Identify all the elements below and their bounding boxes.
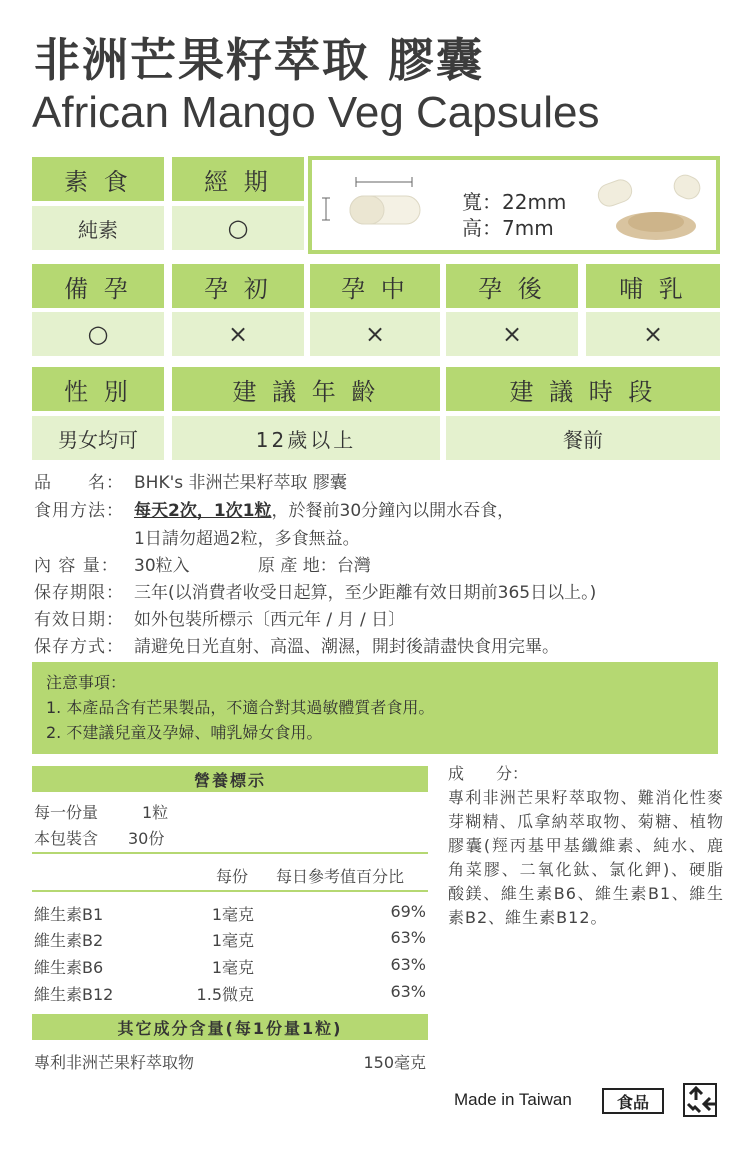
- nutrition-divider-top: [32, 852, 428, 854]
- info-storage-value: 請避免日光直射、高溫、潮濕，開封後請盡快食用完畢。: [134, 637, 559, 657]
- ingredients-block: [448, 762, 724, 930]
- nutrition-title: 營養標示: [32, 766, 428, 792]
- nutrition-row-amount: 1毫克: [211, 905, 254, 924]
- info-expiry-row: [34, 605, 405, 630]
- value-suggested-age: 12歲以上: [172, 416, 440, 460]
- header-mid-pregnancy: 孕 中: [310, 264, 440, 308]
- other-ingredient-amount: 150毫克: [363, 1053, 426, 1072]
- header-suggested-age: 建 議 年 齡: [172, 367, 440, 411]
- made-in-label: Made in Taiwan: [454, 1090, 572, 1109]
- info-content-label: 內 容 量：: [34, 556, 119, 576]
- info-usage-emphasis: 每天2次，1次1粒: [134, 501, 272, 521]
- nutrition-col-pct: 每日參考值百分比: [276, 867, 405, 886]
- nutrition-row-amount: 1.5微克: [196, 985, 254, 1004]
- recycle-icon: [682, 1082, 718, 1118]
- nutrition-pack-label: 本包裝含: [34, 829, 99, 848]
- header-breastfeeding: 哺 乳: [586, 264, 720, 308]
- value-early-pregnancy: ×: [172, 312, 304, 356]
- info-name-row: [34, 468, 347, 493]
- value-trying-to-conceive: ○: [32, 312, 164, 356]
- value-gender: 男女均可: [32, 416, 164, 460]
- nutrition-row-pct: 63%: [390, 955, 426, 974]
- nutrition-serving-label: 每一份量: [34, 803, 99, 822]
- capsule-powder-illustration: [594, 168, 714, 246]
- capsule-size-box: [308, 156, 720, 254]
- info-content-value: 30粒入: [134, 556, 190, 576]
- product-title-en: African Mango Veg Capsules: [32, 88, 600, 137]
- value-late-pregnancy: ×: [446, 312, 578, 356]
- info-expiry-value: 如外包裝所標示〔西元年 / 月 / 日〕: [134, 610, 406, 630]
- nutrition-row-pct: 69%: [390, 902, 426, 921]
- info-usage-line2: 1日請勿超過2粒，多食無益。: [134, 529, 360, 549]
- info-origin-label: 原 產 地：: [258, 556, 337, 576]
- capsule-width: 寬：22mm: [462, 190, 567, 214]
- nutrition-row-name: 維生素B2: [34, 931, 104, 950]
- food-badge: 食品: [602, 1088, 664, 1114]
- header-gender: 性 別: [32, 367, 164, 411]
- nutrition-divider-mid: [32, 890, 428, 892]
- other-ingredients-title: 其它成分含量(每1份量1粒): [32, 1014, 428, 1040]
- info-shelf-row: [34, 578, 596, 603]
- capsule-height: 高：7mm: [462, 216, 554, 240]
- value-vegetarian: 純素: [32, 206, 164, 250]
- nutrition-row-pct: 63%: [390, 982, 426, 1001]
- info-usage-label: 食用方法：: [34, 501, 124, 521]
- value-breastfeeding: ×: [586, 312, 720, 356]
- notice-item-1: 1. 本產品含有芒果製品，不適合對其過敏體質者食用。: [46, 698, 435, 717]
- notice-box: [32, 662, 718, 754]
- info-shelf-value: 三年(以消費者收受日起算，至少距離有效日期前365日以上。): [134, 583, 597, 603]
- info-expiry-label: 有效日期：: [34, 610, 124, 630]
- notice-item-2: 2. 不建議兒童及孕婦、哺乳婦女食用。: [46, 723, 323, 742]
- nutrition-row-name: 維生素B12: [34, 985, 114, 1004]
- info-origin-value: 台灣: [336, 556, 371, 576]
- nutrition-row-amount: 1毫克: [211, 931, 254, 950]
- value-mid-pregnancy: ×: [310, 312, 440, 356]
- value-suggested-time: 餐前: [446, 416, 720, 460]
- info-name-label: 品 名：: [34, 473, 124, 493]
- header-suggested-time: 建 議 時 段: [446, 367, 720, 411]
- info-content-row: [34, 551, 371, 576]
- info-shelf-label: 保存期限：: [34, 583, 124, 603]
- nutrition-row-pct: 63%: [390, 928, 426, 947]
- info-usage-row: [34, 496, 514, 521]
- ingredients-text: 專利非洲芒果籽萃取物、難消化性麥芽糊精、瓜拿納萃取物、菊糖、植物膠囊(羥丙基甲基纖維素、純水、鹿角菜膠、二氧化鈦、氯化鉀)、硬脂酸鎂、維生素B6、維生素B1、維生素B2、維生素B12。: [448, 788, 724, 927]
- header-menstrual: 經 期: [172, 157, 304, 201]
- nutrition-row-amount: 1毫克: [211, 958, 254, 977]
- product-title-zh: 非洲芒果籽萃取 膠囊: [34, 33, 485, 87]
- notice-title: 注意事項：: [46, 673, 127, 692]
- nutrition-col-per: 每份: [216, 867, 249, 886]
- header-vegetarian: 素 食: [32, 157, 164, 201]
- ingredients-title: 成 分：: [448, 764, 529, 783]
- other-ingredient-name: 專利非洲芒果籽萃取物: [34, 1053, 195, 1072]
- header-early-pregnancy: 孕 初: [172, 264, 304, 308]
- header-trying-to-conceive: 備 孕: [32, 264, 164, 308]
- nutrition-row-name: 維生素B1: [34, 905, 104, 924]
- nutrition-serving-value: 1粒: [142, 803, 169, 822]
- info-storage-label: 保存方式：: [34, 637, 124, 657]
- info-name-value: BHK's 非洲芒果籽萃取 膠囊: [134, 473, 347, 493]
- value-menstrual: ○: [172, 206, 304, 250]
- info-storage-row: [34, 632, 559, 657]
- header-late-pregnancy: 孕 後: [446, 264, 578, 308]
- nutrition-row-name: 維生素B6: [34, 958, 104, 977]
- info-usage-rest: ，於餐前30分鐘內以開水吞食，: [271, 501, 515, 521]
- nutrition-pack-value: 30份: [128, 829, 165, 848]
- capsule-dimension-illustration: [320, 174, 440, 234]
